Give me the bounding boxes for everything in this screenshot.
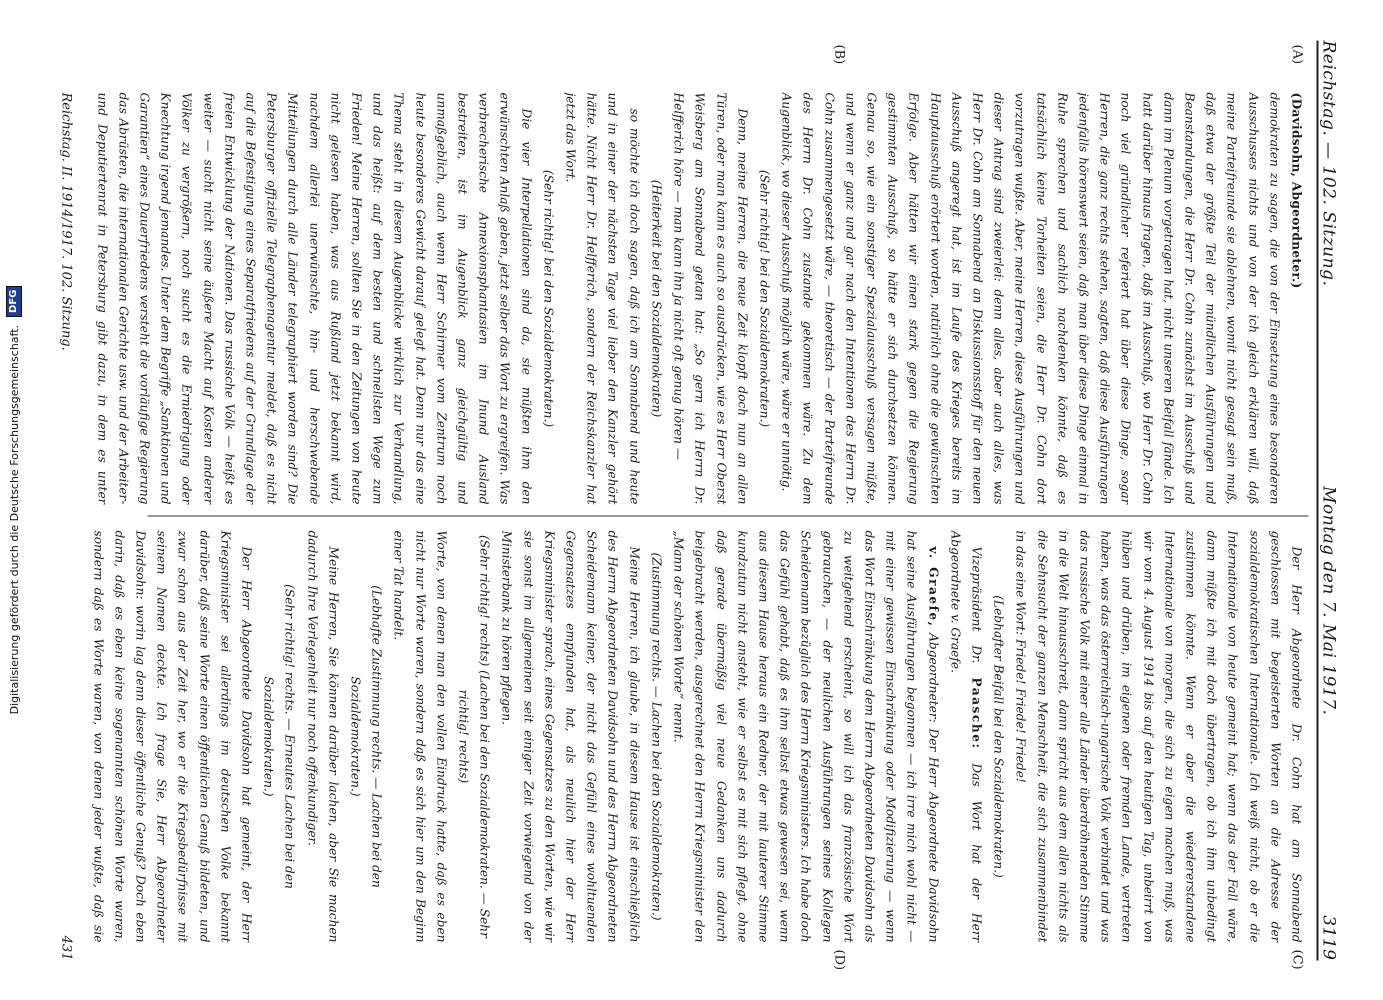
margin-marker-d: (D) — [831, 949, 847, 971]
interjection: (Heiterkeit bei den Sozialdemokraten) — [649, 179, 664, 418]
header-left: Reichstag. — 102. Sitzung. — [1318, 40, 1339, 287]
president-title: Vizepräsident Dr. — [969, 546, 984, 664]
interjection: (Zustimmung rechts. — Lachen bei den Sozialdemokraten.) — [649, 552, 664, 921]
speaker-name: v. Graefe, — [926, 546, 941, 628]
interjection: (Sehr richtig! rechts) (Lachen bei den Sozialdemokraten. — Sehr richtig! rechts) — [456, 535, 492, 938]
header-page-number: 3119 — [1318, 915, 1339, 961]
interjection: (Sehr richtig! rechts. — Erneutes Lachen bei den Sozialdemokraten.) — [261, 584, 297, 889]
digitization-note-text: Digitalisierung gefördert durch die Deutsche Forschungsgemeinschaft. — [7, 324, 21, 715]
president-line — [944, 531, 986, 943]
page-footer — [56, 93, 78, 961]
paragraph: Der Herr Abgeordnete Dr. Cohn hat am Sonnabend geschlossen mit begeisterten Worten an die Adresse der sozialdemokratischen Internationale. Ich weiß nicht, ob er die Internationale von heute gemeint hat; wenn das der Fall wäre, dann müßte ich mit doch übertragen, ob ich ihm unbedingt zustimmen könnte. Wenn er aber die wiedererstandene Internationale von morgen, die sich zu eigen machen muß, was wir vom 4. August 1914 bis auf den heutigen Tag, unbeirrt von hüben und drüben, im eigenen oder fremden Lande, vertreten haben, was das österreichisch-ungarische Volk verbindet und was das russische Volk mit einer alle Länder überdröhnenden Stimme in die Welt hinausschreit, dann spricht aus dem allen nichts als die Sehnsucht der ganzen Menschheit, die sich zusammenbindet in das eine Wort: Friede! Friede! Friede! — [1013, 530, 1304, 943]
president-text: Das Wort hat der Herr Abgeordnete v. Graefe. — [948, 530, 984, 943]
paragraph: Worte, von denen man den vollen Eindruck hatte, daß es eben nicht nur Worte waren, sondern daß es sich hier um den Beginn einer Tat handelt. — [391, 530, 449, 943]
president-name: Paasche: — [969, 677, 984, 750]
header-date: Montag den 7. Mai 1917. — [1318, 486, 1339, 716]
page-frame — [30, 0, 1383, 1000]
paragraph: Der Herr Abgeordnete Davidsohn hat gemeint, der Herr Kriegsminister sei allerdings im deutschen Volke bekannt darüber, daß seine Worte einen öffentlichen Genuß bildeten, und zwar schon aus der Zeit her, wo er die Kriegsbedürfnisse mit seinem Namen deckte. Ich frage Sie, Herr Abgeordneter Davidsohn: worin lag denn dieser öffentliche Genuß? Doch eben darin, daß es eben keine sogenannten schönen Worte waren, sondern daß es Worte waren, von denen jeder wußte, daß sie — [91, 530, 254, 943]
dfg-logo: DFG — [6, 286, 22, 317]
paragraph: Meine Herren, Sie können darüber lachen, aber Sie machen dadurch Ihre Verlegenheit nur noch offenkundiger. — [305, 530, 341, 943]
interjection: (Lebhafte Zustimmung rechts. — Lachen bei den Sozialdemokraten.) — [348, 585, 384, 888]
margin-marker-a: (A) — [1289, 44, 1305, 65]
footer-left: Reichstag. II. 1914/1917. 102. Sitzung. — [59, 92, 74, 351]
paragraph: Meine Herren, ich glaube, in diesem Hause ist einschließlich des Herrn Abgeordneten Davidsohn und des Herrn Abgeordneten Scheidemann keiner, der nicht das Gefühl eines wohltuenden Gegensatzes empfunden hat, als neulich hier der Herr Kriegsminister sprach, eines Gegensatzes zu den Worten, wie wir sie sonst im allgemeinen seit einiger Zeit vorwiegend von der Ministerbank zu hören pflegen. — [499, 530, 642, 943]
paragraph: Die vier Interpellationen sind da, sie müßten ihm den erwünschten Anlaß geben, jetzt selber das Wort zu ergreifen. Was verbrecherische Annexionsphantasien im Inund Ausland bestreiten, ist im Augenblick ganz gleichgültig und unmaßgeblich, auch wenn Herr Schirmer vom Zentrum noch heute besonderes Gewicht darauf gelegt hat. Denn nur das eine Thema steht in diesem Augenblicke wirklich zur Verhandlung, und das heißt: auf dem besten und schnellsten Wege zum Frieden! Meine Herren, sollten Sie in den Zeitungen von heute nicht gelesen haben, was aus Rußland jetzt bekannt wird, nachdem allerlei unerwünschte, hin- und herschwebende Mitteilungen durch alle Länder telegraphiert worden sind? Die Petersburger offizielle Telegraphenagentur meldet, daß es nicht auf die Befestigung eines Separatfriedens auf der Grundlage der freien Entwicklung der Nationen. Das russische Volk — heißt es weiter — sucht nicht seine äußere Macht auf Kosten anderer Völker zu vergrößern, noch sucht es die Erniedrigung oder Knechtung irgend jemandes. Unter dem Begriffe „Sanktionen und Garantien“ eines Dauerfriedens versteht die vorläufige Regierung das Abrüsten, die internationalen Gerichte usw. und der Arbeiter- und Deputiertenrat in Petersburg gibt dazu, in dem es unter — [95, 92, 534, 505]
speaker-paragraph — [667, 531, 943, 943]
scanned-page — [30, 1, 1383, 1000]
column-divider — [148, 516, 1309, 517]
right-column — [90, 531, 1307, 943]
interjection: (Sehr richtig! bei den Sozialdemokraten.) — [757, 169, 772, 428]
digitization-note — [1, 0, 27, 1000]
paragraph: so möchte ich doch sagen, daß ich am Sonnabend und heute und in einer der nächsten Tage viel lieber den Kanzler gehört hätte. Nicht Herr Dr. Helfferich, sondern der Reichskanzler hat jetzt das Wort. — [563, 92, 642, 505]
paragraph: demokraten zu sagen, die von der Einsetzung eines besonderen Ausschusses nichts und von der ich gleich erklären will, daß meine Parteifreunde sie ablehnen, womit nicht gesagt sein muß, daß etwa der größte Teil der mündlichen Ausführungen und Beanstandungen, die Herr Dr. Cohn zunächst im Ausschuß und dann im Plenum vorgetragen hat, nicht unseren Beifall fände. Ich hatt darüber hinaus fragen, daß im Ausschuß, wo Herr Dr. Cohn noch viel gründlicher referiert hat über diese Dinge, sogar Herren, die ganz rechts stehen, sagten, daß diese Ausführungen jedenfalls hörenswert seien, daß man über diese Dinge einmal in Ruhe sprechen und sachlich nachdenken könnte, daß es tatsächlich keine Torheiten seien, die Herr Dr. Cohn dort vorzutragen wußte. Aber, meine Herren, diese Ausführungen und dieser Antrag sind zweierlei: denn alles, aber auch alles, was Herr Dr. Cohn am Sonnabend an Diskussionsstoff für den neuen Ausschuß angeregt hat, ist im Laufe des Krieges bereits im Hauptausschuß erörtert worden, natürlich ohne die gewünschten Erfolge. Aber hätten wir einen stark gegen die Regierung gestimmten Ausschuß, so hätte er sich durchsetzen können. Genau so, wie ein sonstiger Spezialausschuß versagen müßte, und wenn er ganz und gar nach den Intentionen des Herrn Dr. Cohn zusammengesetzt wäre, — theoretisch — der Parteifreunde des Herrn Dr. Cohn zustande gekommen wäre. Zu dem Augenblick, wo dieser Ausschuß möglich wäre, wäre er unnötig. — [779, 92, 1282, 505]
speaker-line: (Davidsohn, Abgeordneter.) — [1289, 92, 1304, 289]
speaker-text: Abgeordneter: Der Herr Abgeordnete Davidsohn hat seine Ausführungen begonnen — ich irre mich wohl nicht — mit einer gewissen Einschränkung oder Modifizierung — wenn das Wort Einschränkung dem Herrn Abgeordneten Davidsohn als zu weitgehend erscheint, so will ich das französische Wort gebrauchen, — der neulichen Ausführungen seines Kollegen Scheidemann bezüglich des Herrn Kriegsministers. Ich habe doch das Gefühl gehabt, daß es ihm selbst etwas gewesen sei, wenn aus diesem Hause heraus ein Redner, der mit lauterer Stimme kundzutun nicht ansteht, wie er selbst es mit sich pflegt, ohne daß gerade übermäßig viel neue Gedanken uns dadurch beigebracht werden, ausgerechnet den Herrn Kriegsminister den „Mann der schönen Worte“ nennt. — [671, 530, 941, 943]
interjection: (Lebhafter Beifall bei den Sozialdemokraten.) — [991, 595, 1006, 878]
footer-page-number: 431 — [59, 935, 74, 961]
margin-marker-b: (B) — [831, 44, 847, 65]
left-column — [90, 93, 1307, 505]
margin-marker-c: (C) — [1289, 949, 1305, 970]
paragraph: Denn, meine Herren, die neue Zeit klopft doch nun an allen Türen, oder man kann es auch so ausdrücken, wie es Herr Oberst Weisberg am Sonnabend getan hat: „So gern ich Herrn Dr. Helfferich höre — man kann ihn ja nicht oft genug hören — — [671, 92, 750, 505]
interjection: (Sehr richtig! bei den Sozialdemokraten.) — [541, 169, 556, 428]
running-head — [1317, 41, 1347, 961]
